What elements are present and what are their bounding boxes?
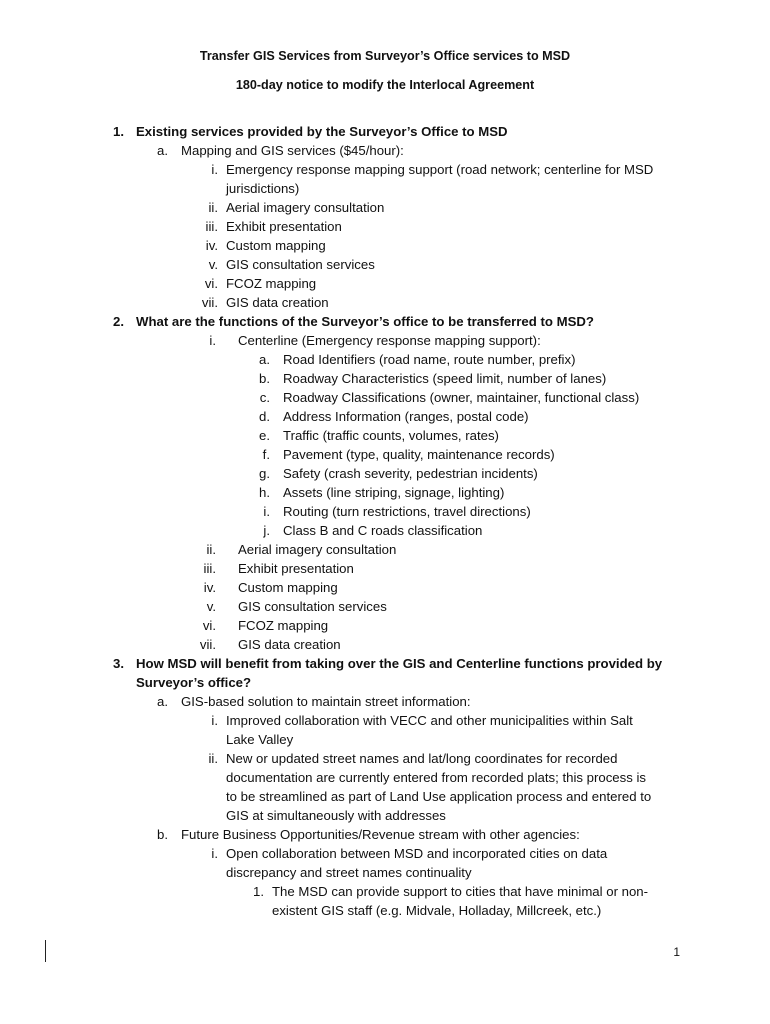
list-item: Emergency response mapping support (road network; centerline for MSD <box>226 162 654 177</box>
list-item: Exhibit presentation <box>238 561 354 576</box>
list-marker: 1. <box>253 884 264 899</box>
list-item-continuation: discrepancy and street names continuality <box>226 865 472 880</box>
list-item: Routing (turn restrictions, travel directions) <box>283 504 531 519</box>
list-item-continuation: to be streamlined as part of Land Use application process and entered to <box>226 789 652 804</box>
list-item: GIS data creation <box>226 295 329 310</box>
list-marker: v. <box>208 257 218 272</box>
list-item: Pavement (type, quality, maintenance records) <box>283 447 555 462</box>
section-3-number: 3. <box>113 656 124 671</box>
list-marker: iii. <box>203 561 216 576</box>
list-marker: b. <box>259 371 270 386</box>
list-item: Roadway Classifications (owner, maintainer, functional class) <box>283 390 640 405</box>
list-marker: c. <box>259 390 270 405</box>
list-marker: v. <box>206 599 216 614</box>
list-marker: g. <box>259 466 270 481</box>
list-item: Address Information (ranges, postal code) <box>283 409 529 424</box>
section-3-heading: How MSD will benefit from taking over the GIS and Centerline functions provided by <box>136 656 663 671</box>
list-marker: i. <box>263 504 270 519</box>
list-item: GIS-based solution to maintain street information: <box>181 694 471 709</box>
list-marker: vi. <box>202 618 216 633</box>
list-marker: a. <box>259 352 270 367</box>
list-item: Custom mapping <box>238 580 338 595</box>
list-item: GIS data creation <box>238 637 341 652</box>
list-marker: iv. <box>203 580 216 595</box>
list-item: Roadway Characteristics (speed limit, number of lanes) <box>283 371 607 386</box>
list-item: Mapping and GIS services ($45/hour): <box>181 143 404 158</box>
list-marker: f. <box>262 447 270 462</box>
section-1-number: 1. <box>113 124 124 139</box>
list-marker: i. <box>211 162 218 177</box>
list-item: The MSD can provide support to cities that have minimal or non- <box>272 884 649 899</box>
list-item: Traffic (traffic counts, volumes, rates) <box>283 428 499 443</box>
list-item: Aerial imagery consultation <box>238 542 397 557</box>
list-marker: iv. <box>205 238 218 253</box>
list-marker: h. <box>259 485 270 500</box>
list-item: GIS consultation services <box>238 599 387 614</box>
list-marker: a. <box>157 694 168 709</box>
list-marker: b. <box>157 827 168 842</box>
list-item: Centerline (Emergency response mapping support): <box>238 333 541 348</box>
list-marker: i. <box>211 713 218 728</box>
list-item-continuation: jurisdictions) <box>226 181 300 196</box>
list-item: Road Identifiers (road name, route number, prefix) <box>283 352 576 367</box>
list-item: GIS consultation services <box>226 257 375 272</box>
list-item: New or updated street names and lat/long coordinates for recorded <box>226 751 618 766</box>
document-title: Transfer GIS Services from Surveyor’s Office services to MSD <box>199 49 571 63</box>
list-item: Open collaboration between MSD and incorporated cities on data <box>226 846 608 861</box>
list-marker: ii. <box>208 751 218 766</box>
list-marker: vii. <box>199 637 216 652</box>
list-item: Exhibit presentation <box>226 219 342 234</box>
list-item: Aerial imagery consultation <box>226 200 385 215</box>
list-item-continuation: GIS at simultaneously with addresses <box>226 808 446 823</box>
list-marker: e. <box>259 428 270 443</box>
list-marker: iii. <box>205 219 218 234</box>
section-2-number: 2. <box>113 314 124 329</box>
list-marker: i. <box>209 333 216 348</box>
list-marker: d. <box>259 409 270 424</box>
document-subtitle: 180-day notice to modify the Interlocal Agreement <box>235 78 535 92</box>
list-item-continuation: documentation are currently entered from recorded plats; this process is <box>226 770 647 785</box>
list-marker: j. <box>263 523 270 538</box>
page-number: 1 <box>673 945 680 959</box>
list-item: Assets (line striping, signage, lighting) <box>283 485 505 500</box>
list-marker: i. <box>211 846 218 861</box>
list-item: FCOZ mapping <box>226 276 317 291</box>
list-item-continuation: Lake Valley <box>226 732 294 747</box>
section-2-heading: What are the functions of the Surveyor’s office to be transferred to MSD? <box>136 314 594 329</box>
list-marker: vi. <box>204 276 218 291</box>
list-item-continuation: existent GIS staff (e.g. Midvale, Holladay, Millcreek, etc.) <box>272 903 602 918</box>
list-item: Custom mapping <box>226 238 326 253</box>
list-marker: a. <box>157 143 168 158</box>
list-marker: vii. <box>201 295 218 310</box>
list-item: Improved collaboration with VECC and other municipalities within Salt <box>226 713 633 728</box>
list-item: Future Business Opportunities/Revenue stream with other agencies: <box>181 827 580 842</box>
list-item: FCOZ mapping <box>238 618 329 633</box>
list-item: Safety (crash severity, pedestrian incidents) <box>283 466 538 481</box>
text-cursor-marker <box>45 940 46 962</box>
section-3-heading-continuation: Surveyor’s office? <box>136 675 252 690</box>
list-marker: ii. <box>206 542 216 557</box>
list-marker: ii. <box>208 200 218 215</box>
section-1-heading: Existing services provided by the Surveyor’s Office to MSD <box>136 124 508 139</box>
list-item: Class B and C roads classification <box>283 523 483 538</box>
